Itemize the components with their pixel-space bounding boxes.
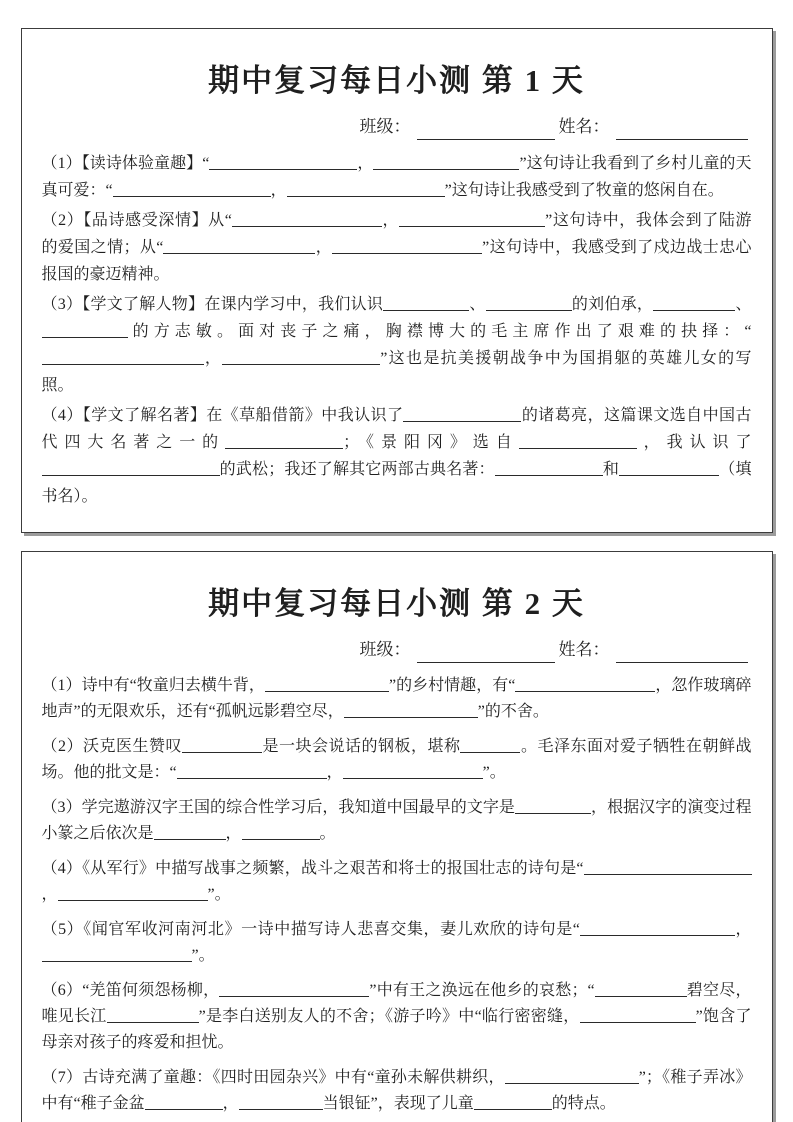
blank-line (107, 1007, 199, 1023)
blank-line (595, 981, 687, 997)
student-info-row (42, 637, 748, 663)
question-text: （2）【品诗感受深情】从“ ， ”这句诗中，我体会到了陆游的爱国之情；从“ ， ”这句诗中，我感受到了戍边战士忠心报国的豪迈精神。 (41, 212, 752, 283)
blank-line (287, 181, 445, 197)
quiz-day-2-box (21, 551, 773, 1122)
blank-line (242, 824, 320, 840)
blank-line (219, 981, 369, 997)
question-text: （4）【学文了解名著】在《草船借箭》中我认识了 的诸葛亮，这篇课文选自中国古代四大名著之一的 ；《景阳冈》选自 ，我认识了的武松；我还了解其它两部古典名著： 和 （填书名）。 (41, 407, 752, 505)
blank-line (332, 238, 482, 254)
blank-line (222, 349, 380, 365)
blank-line (145, 1094, 223, 1110)
blank-line (495, 460, 603, 476)
blank-line (373, 154, 519, 170)
class-blank-line (417, 642, 555, 663)
blank-line (343, 763, 483, 779)
blank-line (177, 763, 327, 779)
question-list-day-2 (42, 673, 752, 1117)
class-label: 班级： (359, 640, 411, 659)
blank-line (42, 946, 192, 962)
question-text: （3）【学文了解人物】在课内学习中，我们认识 、 的刘伯承， 、的方志敏。面对丧子之痛，胸襟博大的毛主席作出了艰难的抉择：“， ”这也是抗美援朝战争中为国捐躯的英雄儿女的写照。 (41, 296, 752, 394)
blank-line (42, 460, 220, 476)
name-label: 姓名： (558, 117, 610, 136)
quiz-day-1-title: 期中复习每日小测 第 1 天 (208, 63, 585, 98)
blank-line (515, 798, 591, 814)
blank-line (232, 211, 382, 227)
blank-line (154, 824, 226, 840)
question-text: （4）《从军行》中描写战事之频繁，战斗之艰苦和将士的报国壮志的诗句是“， ”。 (42, 856, 752, 908)
question-text: （3）学完遨游汉字王国的综合性学习后，我知道中国最早的文字是 ，根据汉字的演变过程小篆之后依次是 ， 。 (41, 799, 752, 842)
blank-line (182, 737, 262, 753)
class-label: 班级： (359, 117, 411, 136)
question-list-day-1 (42, 150, 752, 510)
class-blank-line (417, 119, 555, 140)
quiz-day-1-box (21, 28, 773, 533)
blank-line (42, 322, 128, 338)
blank-line (42, 349, 204, 365)
name-label: 姓名： (558, 640, 610, 659)
question-text: （5）《闻官军收河南河北》一诗中描写诗人悲喜交集，妻儿欢欣的诗句是“ ，”。 (41, 921, 752, 964)
blank-line (239, 1094, 323, 1110)
blank-line (383, 295, 469, 311)
blank-line (265, 676, 389, 692)
blank-line (580, 920, 735, 936)
blank-line (344, 702, 478, 718)
question-text: （2）沃克医生赞叹 是一块会说话的钢板，堪称 。毛泽东面对爱子牺牲在朝鲜战场。他的批文是：“ ， ”。 (41, 738, 752, 781)
blank-line (584, 859, 752, 875)
blank-line (399, 211, 545, 227)
blank-line (619, 460, 719, 476)
blank-line (486, 295, 572, 311)
student-info-row (42, 114, 748, 140)
quiz-day-2-title: 期中复习每日小测 第 2 天 (208, 586, 585, 621)
blank-line (58, 885, 208, 901)
blank-line (163, 238, 315, 254)
blank-line (505, 1068, 639, 1084)
blank-line (113, 181, 271, 197)
blank-line (474, 1094, 552, 1110)
question-text: （1）【读诗体验童趣】“ ， ”这句诗让我看到了乡村儿童的天真可爱：“ ， ”这句诗让我感受到了牧童的悠闲自在。 (41, 155, 752, 199)
blank-line (460, 737, 520, 753)
blank-line (403, 406, 521, 422)
blank-line (225, 433, 343, 449)
question-text: （6）“羌笛何须怨杨柳， ”中有王之涣远在他乡的哀愁；“ 碧空尽，唯见长江 ”是李白送别友人的不舍；《游子吟》中“临行密密缝， ”饱含了母亲对孩子的疼爱和担忧。 (41, 982, 752, 1051)
blank-line (209, 154, 357, 170)
question-text: （7）古诗充满了童趣：《四时田园杂兴》中有“童孙未解供耕织， ”；《稚子弄冰》中有“稚子金盆 ， 当银钲”，表现了儿童 的特点。 (41, 1069, 752, 1112)
question-text: （1）诗中有“牧童归去横牛背， ”的乡村情趣，有“ ，忽作玻璃碎地声”的无限欢乐，还有“孤帆远影碧空尽， ”的不舍。 (41, 677, 752, 720)
name-blank-line (616, 642, 748, 663)
blank-line (519, 433, 637, 449)
name-blank-line (616, 119, 748, 140)
blank-line (653, 295, 735, 311)
blank-line (515, 676, 655, 692)
blank-line (580, 1007, 696, 1023)
